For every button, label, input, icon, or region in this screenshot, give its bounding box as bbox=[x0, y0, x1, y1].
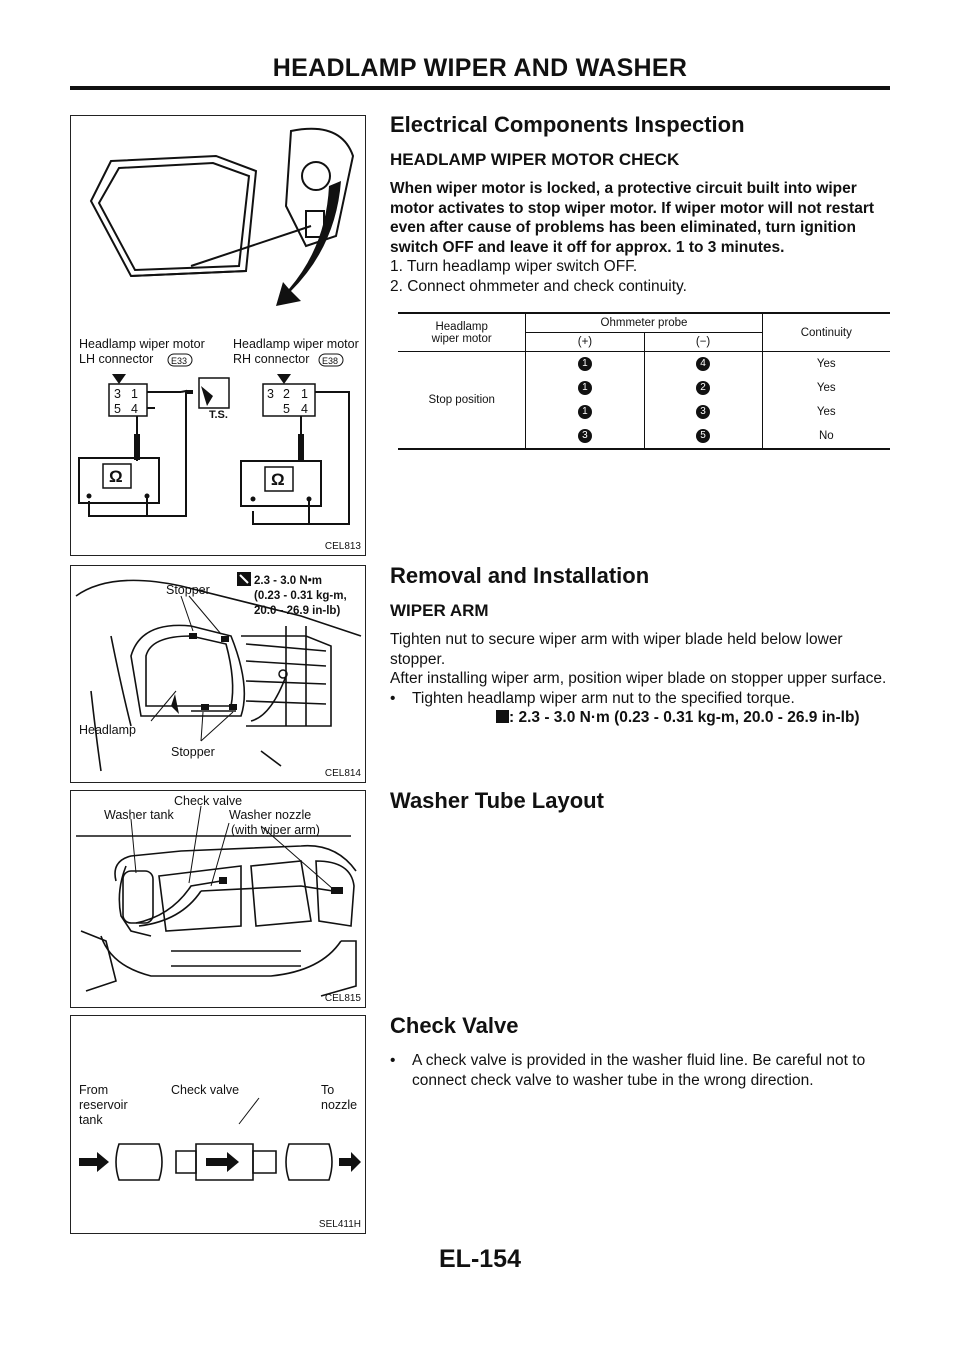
torque-label-1: 2.3 - 3.0 N•m bbox=[254, 575, 322, 587]
torque-wrench-icon bbox=[496, 710, 509, 723]
section-removal-installation bbox=[390, 563, 890, 728]
check-valve-diagram bbox=[71, 1016, 365, 1232]
washer-tube-diagram bbox=[71, 791, 365, 1006]
torque-label-2: (0.23 - 0.31 kg-m, bbox=[254, 590, 347, 602]
lh-connector-code: E33 bbox=[171, 356, 188, 366]
washer-nozzle-label: Washer nozzle bbox=[229, 808, 312, 822]
figure-wiper-motor-check bbox=[70, 115, 366, 556]
from-label-1: From bbox=[79, 1083, 109, 1097]
svg-text:2: 2 bbox=[283, 387, 290, 401]
headlamp-label: Headlamp bbox=[79, 723, 136, 737]
from-label-2: reservoir bbox=[79, 1098, 128, 1112]
torque-wrench-icon bbox=[237, 572, 251, 586]
svg-text:4: 4 bbox=[301, 402, 308, 416]
figure-id: CEL815 bbox=[324, 993, 361, 1004]
section-washer-tube-layout bbox=[390, 788, 890, 826]
section-title: Electrical Components Inspection bbox=[390, 112, 745, 137]
figure-id: SEL411H bbox=[318, 1219, 361, 1230]
torque-bullet: • Tighten headlamp wiper arm nut to the specified torque. bbox=[390, 689, 795, 707]
to-label-1: To bbox=[321, 1083, 335, 1097]
figure-wiper-arm bbox=[70, 565, 366, 783]
ohm-symbol: Ω bbox=[109, 467, 123, 486]
wiper-motor-diagram bbox=[71, 116, 365, 554]
svg-text:T.S.: T.S. bbox=[209, 409, 228, 421]
section-title: Removal and Installation bbox=[390, 563, 650, 588]
step-2: 2. Connect ohmmeter and check continuity. bbox=[390, 277, 687, 295]
bullet-icon: • bbox=[390, 1052, 396, 1069]
header-rule bbox=[70, 86, 890, 90]
lh-connector-label-2: LH connector bbox=[79, 352, 154, 366]
section-title: Check Valve bbox=[390, 1013, 519, 1038]
col-header-motor: Headlamp wiper motor bbox=[431, 320, 492, 345]
trouble-shooting-icon bbox=[199, 378, 229, 421]
svg-text:5: 5 bbox=[114, 402, 121, 416]
table-row: 3 5 No bbox=[398, 424, 890, 449]
svg-text:3: 3 bbox=[267, 387, 274, 401]
wiper-motor-note: When wiper motor is locked, a protective circuit built into wiper motor activates to stop wiper motor. If wiper motor will not restart even after cause of problems has been eliminated, turn ignition switch OFF and leave it off for approx. 1 to 3 minutes. bbox=[390, 180, 875, 256]
wiper-arm-para-1: Tighten nut to secure wiper arm with wiper blade held below lower stopper. bbox=[390, 631, 843, 668]
stopper-top-label: Stopper bbox=[166, 583, 210, 597]
arrow-right-icon bbox=[339, 1152, 361, 1172]
with-wiper-arm-label: (with wiper arm) bbox=[231, 823, 320, 837]
figure-check-valve bbox=[70, 1015, 366, 1234]
svg-text:4: 4 bbox=[131, 402, 138, 416]
check-valve-label: Check valve bbox=[174, 794, 243, 808]
wiper-arm-para-2: After installing wiper arm, position wiper blade on stopper upper surface. bbox=[390, 670, 887, 687]
from-label-3: tank bbox=[79, 1113, 103, 1127]
figure-id: CEL814 bbox=[324, 768, 361, 779]
svg-text:1: 1 bbox=[301, 387, 308, 401]
col-header-probe: Ohmmeter probe bbox=[526, 313, 762, 333]
col-header-plus: (+) bbox=[526, 333, 644, 352]
rh-connector-code: E38 bbox=[322, 356, 339, 366]
page-number: EL-154 bbox=[439, 1245, 521, 1273]
rh-connector-label-1: Headlamp wiper motor bbox=[233, 337, 359, 351]
col-header-continuity: Continuity bbox=[762, 313, 890, 352]
rh-connector bbox=[263, 374, 315, 416]
section-electrical-inspection bbox=[390, 112, 890, 296]
check-valve-bullet: • A check valve is provided in the washer fluid line. Be careful not to connect check valve to washer tube in the wrong direction. bbox=[390, 1052, 866, 1089]
section-check-valve bbox=[390, 1013, 890, 1090]
continuity-table bbox=[398, 312, 890, 450]
bullet-icon: • bbox=[390, 689, 396, 707]
step-1: 1. Turn headlamp wiper switch OFF. bbox=[390, 258, 638, 275]
col-header-minus: (−) bbox=[644, 333, 762, 352]
torque-label-3: 20.0 - 26.9 in-lb) bbox=[254, 605, 341, 617]
table-row: 1 2 Yes bbox=[398, 376, 890, 400]
rh-connector-label-2: RH connector bbox=[233, 352, 310, 366]
svg-text:5: 5 bbox=[283, 402, 290, 416]
section-subtitle: WIPER ARM bbox=[390, 601, 489, 620]
page-header-title: HEADLAMP WIPER AND WASHER bbox=[272, 54, 688, 82]
figure-id: CEL813 bbox=[324, 541, 361, 552]
lh-connector bbox=[109, 374, 147, 416]
stopper-bottom-label: Stopper bbox=[171, 745, 215, 759]
svg-text:1: 1 bbox=[131, 387, 138, 401]
figure-washer-tube bbox=[70, 790, 366, 1008]
check-valve-label: Check valve bbox=[171, 1083, 240, 1097]
arrow-right-icon bbox=[79, 1152, 109, 1172]
washer-tank-label: Washer tank bbox=[104, 808, 174, 822]
table-row: Stop position 1 4 Yes bbox=[398, 352, 890, 377]
wiper-arm-diagram bbox=[71, 566, 365, 781]
ohm-symbol: Ω bbox=[271, 470, 285, 489]
section-subtitle: HEADLAMP WIPER MOTOR CHECK bbox=[390, 150, 680, 169]
row-label: Stop position bbox=[398, 352, 526, 450]
svg-text:3: 3 bbox=[114, 387, 121, 401]
to-label-2: nozzle bbox=[321, 1098, 358, 1112]
flow-arrow-icon bbox=[206, 1152, 239, 1172]
lh-connector-label-1: Headlamp wiper motor bbox=[79, 337, 205, 351]
table-row: 1 3 Yes bbox=[398, 400, 890, 424]
section-title: Washer Tube Layout bbox=[390, 788, 604, 813]
torque-spec: : 2.3 - 3.0 N·m (0.23 - 0.31 kg-m, 20.0 - 26.9 in-lb) bbox=[390, 708, 890, 728]
